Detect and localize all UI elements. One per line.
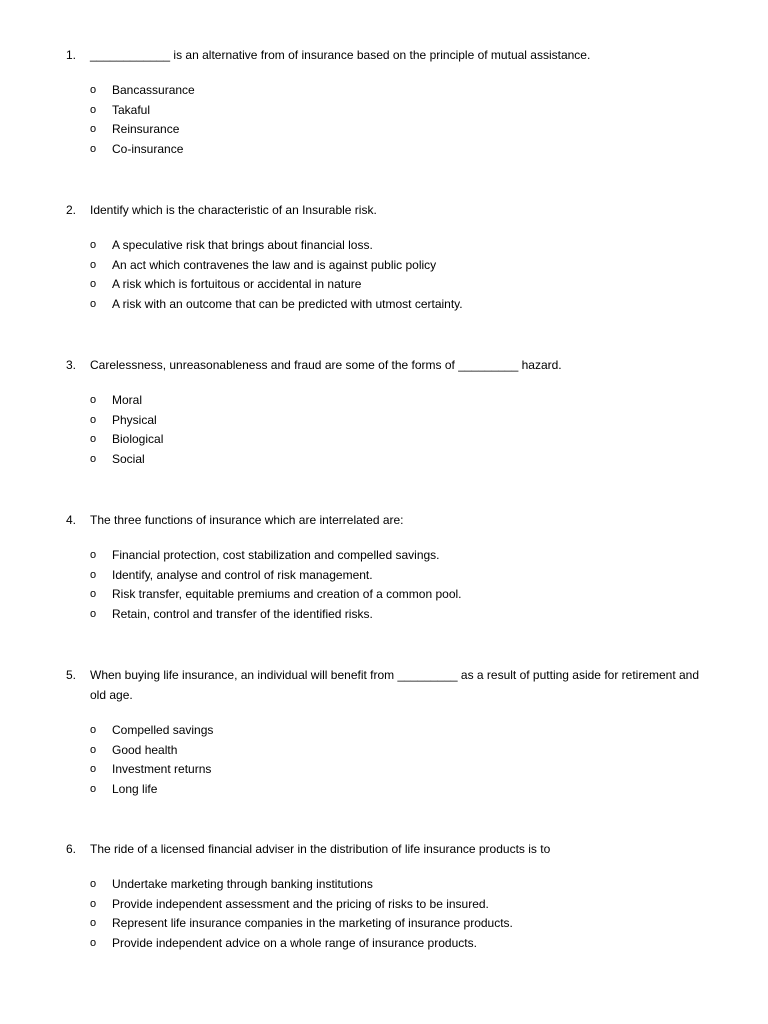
bullet-icon: o <box>90 433 97 446</box>
option-text: Long life <box>112 781 158 796</box>
option-text: Reinsurance <box>112 122 180 137</box>
bullet-icon: o <box>90 782 97 795</box>
option-item <box>66 914 716 934</box>
question-4 <box>66 510 716 624</box>
option-text: Compelled savings <box>112 723 214 737</box>
option-text: Retain, control and transfer of the identified risks. <box>112 606 373 621</box>
option-item <box>66 295 716 315</box>
bullet-icon: o <box>90 103 97 116</box>
option-text: A risk which is fortuitous or accidental in nature <box>112 277 362 292</box>
option-item <box>66 546 716 566</box>
question-text: ____________ is an alternative from of insurance based on the principle of mutual assistance. <box>90 48 591 62</box>
option-item <box>66 236 716 256</box>
question-text: Carelessness, unreasonableness and fraud are some of the forms of _________ hazard. <box>90 358 562 372</box>
bullet-icon: o <box>90 763 97 776</box>
option-item <box>66 780 716 800</box>
option-text: A speculative risk that brings about financial loss. <box>112 238 373 252</box>
question-text: The three functions of insurance which are interrelated are: <box>90 513 404 527</box>
question-5 <box>66 665 716 799</box>
option-text: Undertake marketing through banking institutions <box>112 877 373 891</box>
option-text: Risk transfer, equitable premiums and creation of a common pool. <box>112 587 462 602</box>
option-item <box>66 256 716 276</box>
question-text: Identify which is the characteristic of an Insurable risk. <box>90 203 377 217</box>
option-text: Identify, analyse and control of risk management. <box>112 567 373 582</box>
option-item <box>66 741 716 761</box>
option-item <box>66 430 716 450</box>
option-item <box>66 760 716 780</box>
option-list <box>66 81 716 159</box>
option-item <box>66 81 716 101</box>
bullet-icon: o <box>90 936 97 949</box>
question-number: 1. <box>66 48 77 62</box>
option-list <box>66 721 716 799</box>
option-text: Moral <box>112 393 143 407</box>
question-6 <box>66 839 716 953</box>
option-list <box>66 546 716 624</box>
bullet-icon: o <box>90 897 97 910</box>
bullet-icon: o <box>90 549 97 561</box>
option-item <box>66 411 716 431</box>
question-3 <box>66 355 716 469</box>
question-number: 4. <box>66 513 77 527</box>
option-text: Takaful <box>112 102 151 117</box>
option-item <box>66 275 716 295</box>
bullet-icon: o <box>90 297 97 310</box>
option-item <box>66 140 716 160</box>
bullet-icon: o <box>90 878 97 890</box>
option-item <box>66 875 716 895</box>
option-item <box>66 585 716 605</box>
option-list <box>66 875 716 953</box>
option-item <box>66 605 716 625</box>
question-text: The ride of a licensed financial adviser in the distribution of life insurance products is to <box>90 842 551 856</box>
bullet-icon: o <box>90 724 97 736</box>
option-item <box>66 895 716 915</box>
question-number: 5. <box>66 668 77 682</box>
option-text: Financial protection, cost stabilization and compelled savings. <box>112 548 440 562</box>
option-text: Represent life insurance companies in the marketing of insurance products. <box>112 916 513 931</box>
option-item <box>66 120 716 140</box>
question-number: 6. <box>66 842 77 856</box>
option-text: Good health <box>112 742 178 757</box>
option-text: Investment returns <box>112 762 212 777</box>
bullet-icon: o <box>90 394 97 406</box>
option-text: Biological <box>112 432 164 447</box>
option-item <box>66 566 716 586</box>
bullet-icon: o <box>90 239 97 251</box>
bullet-icon: o <box>90 568 97 581</box>
bullet-icon: o <box>90 123 97 136</box>
bullet-icon: o <box>90 413 97 426</box>
bullet-icon: o <box>90 452 97 465</box>
bullet-icon: o <box>90 917 97 930</box>
option-item <box>66 721 716 741</box>
question-1 <box>66 45 716 159</box>
bullet-icon: o <box>90 743 97 756</box>
option-item <box>66 450 716 470</box>
question-number: 3. <box>66 358 77 372</box>
option-item <box>66 391 716 411</box>
option-item <box>66 934 716 954</box>
question-2 <box>66 200 716 314</box>
option-text: A risk with an outcome that can be predicted with utmost certainty. <box>112 296 463 311</box>
question-number: 2. <box>66 203 77 217</box>
option-text: Provide independent assessment and the pricing of risks to be insured. <box>112 896 489 911</box>
bullet-icon: o <box>90 588 97 601</box>
option-list <box>66 236 716 314</box>
bullet-icon: o <box>90 84 97 96</box>
option-text: Co-insurance <box>112 141 184 156</box>
option-text: Provide independent advice on a whole range of insurance products. <box>112 935 477 950</box>
option-text: Physical <box>112 412 157 427</box>
bullet-icon: o <box>90 607 97 620</box>
option-item <box>66 101 716 121</box>
bullet-icon: o <box>90 142 97 155</box>
question-text: When buying life insurance, an individual will benefit from _________ as a result of putting aside for retirement and old age. <box>90 668 700 702</box>
bullet-icon: o <box>90 278 97 291</box>
option-text: Bancassurance <box>112 83 195 97</box>
option-list <box>66 391 716 469</box>
option-text: An act which contravenes the law and is against public policy <box>112 257 437 272</box>
bullet-icon: o <box>90 258 97 271</box>
option-text: Social <box>112 451 145 466</box>
